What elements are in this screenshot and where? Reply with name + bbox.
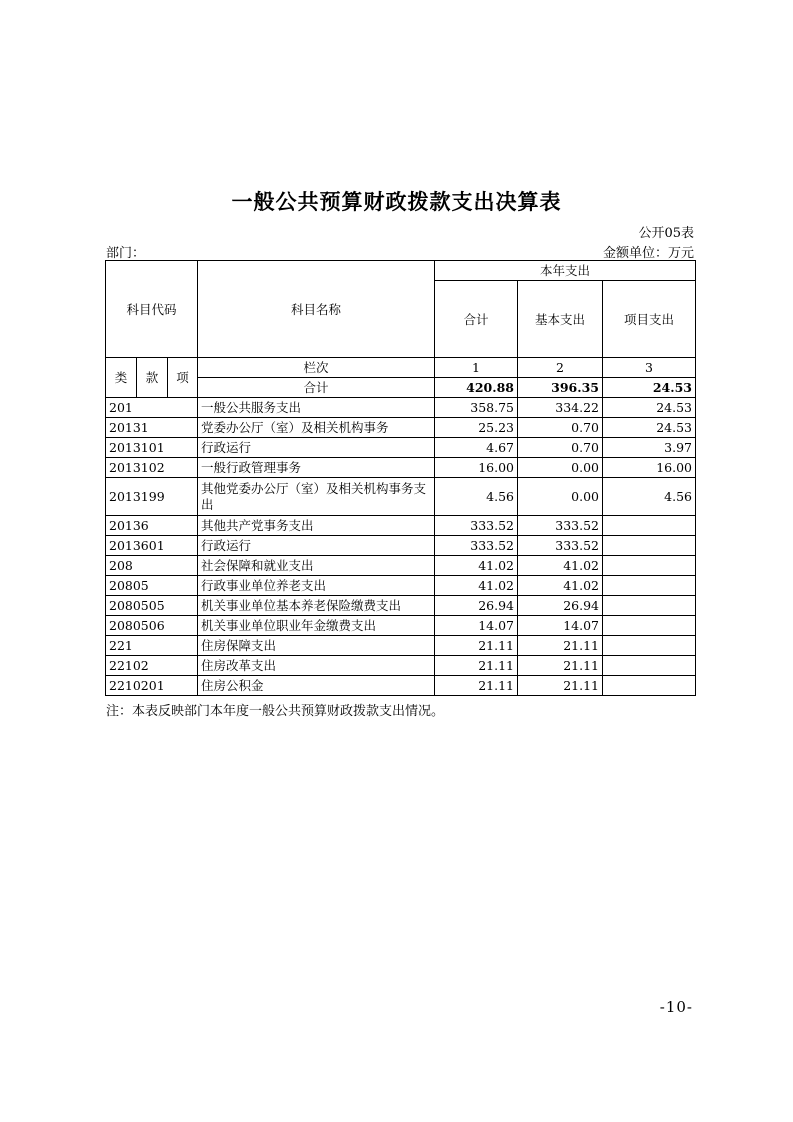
row-code: 208 — [106, 556, 198, 576]
row-project — [603, 556, 696, 576]
row-code: 2013601 — [106, 536, 198, 556]
row-basic: 0.70 — [518, 438, 603, 458]
header-column-no: 栏次 — [198, 358, 435, 378]
row-project: 4.56 — [603, 478, 696, 516]
row-code: 22102 — [106, 656, 198, 676]
row-project — [603, 656, 696, 676]
row-project — [603, 636, 696, 656]
header-xiang: 项 — [168, 358, 198, 398]
row-project: 24.53 — [603, 418, 696, 438]
row-code: 2080505 — [106, 596, 198, 616]
total-label: 合计 — [198, 378, 435, 398]
row-basic: 333.52 — [518, 516, 603, 536]
row-total: 41.02 — [435, 556, 518, 576]
table-row — [106, 458, 696, 478]
header-row-3 — [106, 358, 696, 378]
row-total: 16.00 — [435, 458, 518, 478]
row-name: 一般公共服务支出 — [198, 398, 435, 418]
row-name: 行政事业单位养老支出 — [198, 576, 435, 596]
row-name: 行政运行 — [198, 536, 435, 556]
header-row-1 — [106, 261, 696, 281]
table-row — [106, 656, 696, 676]
row-code: 2013101 — [106, 438, 198, 458]
row-code: 221 — [106, 636, 198, 656]
header-total: 合计 — [435, 281, 518, 358]
row-total: 21.11 — [435, 676, 518, 696]
row-total: 21.11 — [435, 636, 518, 656]
table-row — [106, 636, 696, 656]
row-project — [603, 616, 696, 636]
row-name: 社会保障和就业支出 — [198, 556, 435, 576]
row-project — [603, 536, 696, 556]
table-note: 注：本表反映部门本年度一般公共预算财政拨款支出情况。 — [106, 704, 445, 719]
department-label: 部门： — [106, 246, 146, 261]
row-project: 16.00 — [603, 458, 696, 478]
row-code: 20136 — [106, 516, 198, 536]
row-total: 4.67 — [435, 438, 518, 458]
total-project: 24.53 — [603, 378, 696, 398]
row-code: 2013102 — [106, 458, 198, 478]
row-basic: 333.52 — [518, 536, 603, 556]
row-basic: 21.11 — [518, 676, 603, 696]
row-basic: 334.22 — [518, 398, 603, 418]
row-code: 2080506 — [106, 616, 198, 636]
unit-label: 金额单位：万元 — [602, 246, 694, 261]
row-total: 358.75 — [435, 398, 518, 418]
row-project — [603, 516, 696, 536]
row-name: 住房保障支出 — [198, 636, 435, 656]
table-row — [106, 616, 696, 636]
row-basic: 0.00 — [518, 478, 603, 516]
header-col1: 1 — [435, 358, 518, 378]
row-name: 行政运行 — [198, 438, 435, 458]
row-name: 党委办公厅（室）及相关机构事务 — [198, 418, 435, 438]
table-row — [106, 556, 696, 576]
page-title: 一般公共预算财政拨款支出决算表 — [231, 190, 562, 214]
row-project — [603, 576, 696, 596]
table-row — [106, 398, 696, 418]
row-name: 其他党委办公厅（室）及相关机构事务支出 — [198, 478, 435, 516]
row-code: 201 — [106, 398, 198, 418]
row-code: 20131 — [106, 418, 198, 438]
row-name: 住房公积金 — [198, 676, 435, 696]
expenditure-table — [105, 260, 696, 696]
row-name: 其他共产党事务支出 — [198, 516, 435, 536]
row-total: 25.23 — [435, 418, 518, 438]
row-total: 333.52 — [435, 536, 518, 556]
header-col3: 3 — [603, 358, 696, 378]
header-code: 科目代码 — [106, 261, 198, 358]
row-basic: 14.07 — [518, 616, 603, 636]
row-basic: 0.00 — [518, 458, 603, 478]
row-code: 2210201 — [106, 676, 198, 696]
row-total: 21.11 — [435, 656, 518, 676]
row-basic: 21.11 — [518, 636, 603, 656]
row-code: 2013199 — [106, 478, 198, 516]
header-col2: 2 — [518, 358, 603, 378]
row-total: 41.02 — [435, 576, 518, 596]
header-name: 科目名称 — [198, 261, 435, 358]
row-name: 机关事业单位基本养老保险缴费支出 — [198, 596, 435, 616]
header-kuan: 款 — [137, 358, 168, 398]
row-total: 14.07 — [435, 616, 518, 636]
table-row — [106, 596, 696, 616]
row-project — [603, 596, 696, 616]
table-row — [106, 676, 696, 696]
row-name: 一般行政管理事务 — [198, 458, 435, 478]
row-project: 24.53 — [603, 398, 696, 418]
table-number: 公开05表 — [638, 226, 694, 241]
header-project: 项目支出 — [603, 281, 696, 358]
header-current-year: 本年支出 — [435, 261, 696, 281]
table-row — [106, 438, 696, 458]
row-basic: 41.02 — [518, 556, 603, 576]
row-code: 20805 — [106, 576, 198, 596]
row-basic: 41.02 — [518, 576, 603, 596]
table-row — [106, 536, 696, 556]
row-total: 4.56 — [435, 478, 518, 516]
table-row — [106, 478, 696, 516]
row-total: 26.94 — [435, 596, 518, 616]
row-total: 333.52 — [435, 516, 518, 536]
table-row — [106, 418, 696, 438]
table-row — [106, 516, 696, 536]
row-basic: 21.11 — [518, 656, 603, 676]
header-basic: 基本支出 — [518, 281, 603, 358]
row-project — [603, 676, 696, 696]
page-number: -10- — [659, 998, 693, 1016]
row-project: 3.97 — [603, 438, 696, 458]
row-basic: 26.94 — [518, 596, 603, 616]
total-amount: 420.88 — [435, 378, 518, 398]
row-name: 机关事业单位职业年金缴费支出 — [198, 616, 435, 636]
total-basic: 396.35 — [518, 378, 603, 398]
table-row — [106, 576, 696, 596]
row-name: 住房改革支出 — [198, 656, 435, 676]
header-lei: 类 — [106, 358, 137, 398]
row-basic: 0.70 — [518, 418, 603, 438]
